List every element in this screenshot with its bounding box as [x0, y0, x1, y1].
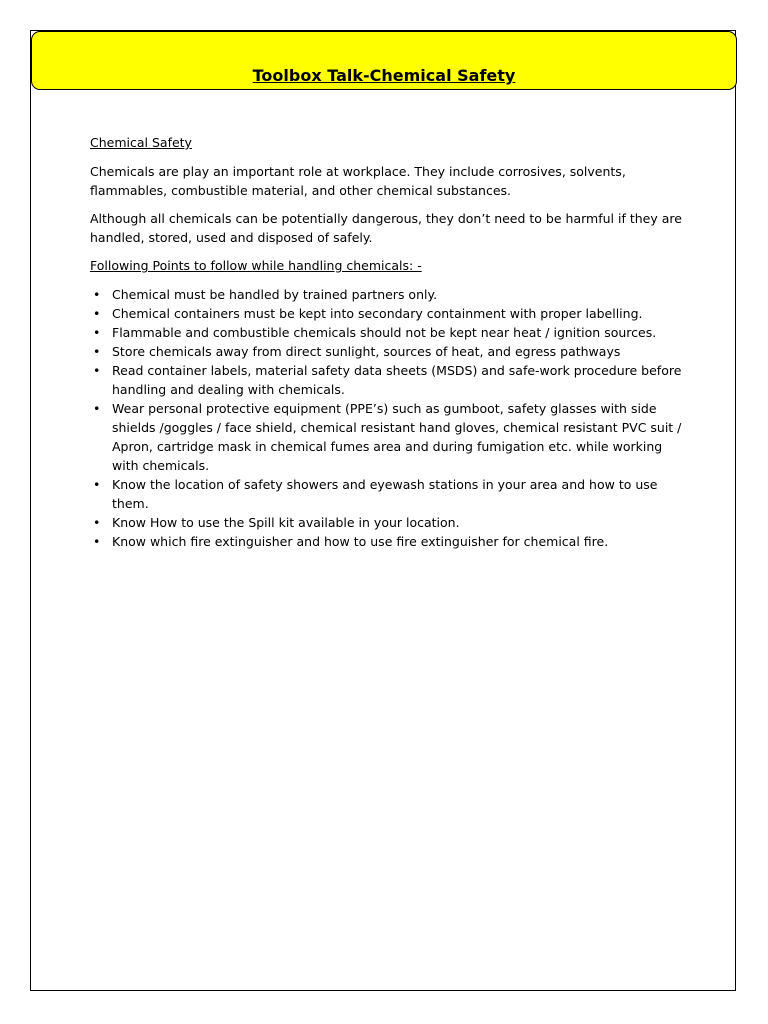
bullet-icon: • — [93, 401, 101, 416]
list-heading: Following Points to follow while handling chemicals: - — [90, 258, 422, 273]
list-item-text: Chemical containers must be kept into secondary containment with proper labelling. — [112, 306, 643, 321]
bullet-icon: • — [93, 325, 101, 340]
list-item-text: Store chemicals away from direct sunlight, sources of heat, and egress pathways — [112, 344, 621, 359]
list-item — [90, 513, 690, 532]
list-item-text: Read container labels, material safety data sheets (MSDS) and safe-work procedure before handling and dealing with chemicals. — [112, 363, 682, 397]
list-item — [90, 361, 690, 399]
bullet-icon: • — [93, 287, 101, 302]
section-heading: Chemical Safety — [90, 135, 192, 150]
bullet-icon: • — [93, 306, 101, 321]
bullet-icon: • — [93, 477, 101, 492]
list-item-text: Know the location of safety showers and eyewash stations in your area and how to use them. — [112, 477, 658, 511]
safety-points-list — [90, 285, 690, 551]
list-item — [90, 475, 690, 513]
list-item-text: Flammable and combustible chemicals should not be kept near heat / ignition sources. — [112, 325, 657, 340]
bullet-icon: • — [93, 534, 101, 549]
title-banner — [31, 31, 737, 90]
document-title: Toolbox Talk-Chemical Safety — [252, 66, 516, 85]
bullet-icon: • — [93, 344, 101, 359]
list-item-text: Chemical must be handled by trained partners only. — [112, 287, 438, 302]
intro-paragraph: Chemicals are play an important role at workplace. They include corrosives, solvents, flammables, combustible material, and other chemical substances. — [90, 164, 626, 198]
list-item — [90, 399, 690, 475]
list-item — [90, 532, 690, 551]
list-item — [90, 323, 690, 342]
bullet-icon: • — [93, 515, 101, 530]
handling-paragraph: Although all chemicals can be potentially dangerous, they don’t need to be harmful if they are handled, stored, used and disposed of safely. — [90, 211, 682, 245]
list-item — [90, 285, 690, 304]
list-item — [90, 342, 690, 361]
document-body — [90, 133, 690, 551]
list-item — [90, 304, 690, 323]
bullet-icon: • — [93, 363, 101, 378]
list-item-text: Wear personal protective equipment (PPE’s) such as gumboot, safety glasses with side shields /goggles / face shield, chemical resistant hand gloves, chemical resistant PVC suit / Apron, cartridge mask in chemical fumes area and during fumigation etc. while working with chemicals. — [112, 401, 682, 473]
list-item-text: Know which fire extinguisher and how to use fire extinguisher for chemical fire. — [112, 534, 609, 549]
list-item-text: Know How to use the Spill kit available in your location. — [112, 515, 460, 530]
